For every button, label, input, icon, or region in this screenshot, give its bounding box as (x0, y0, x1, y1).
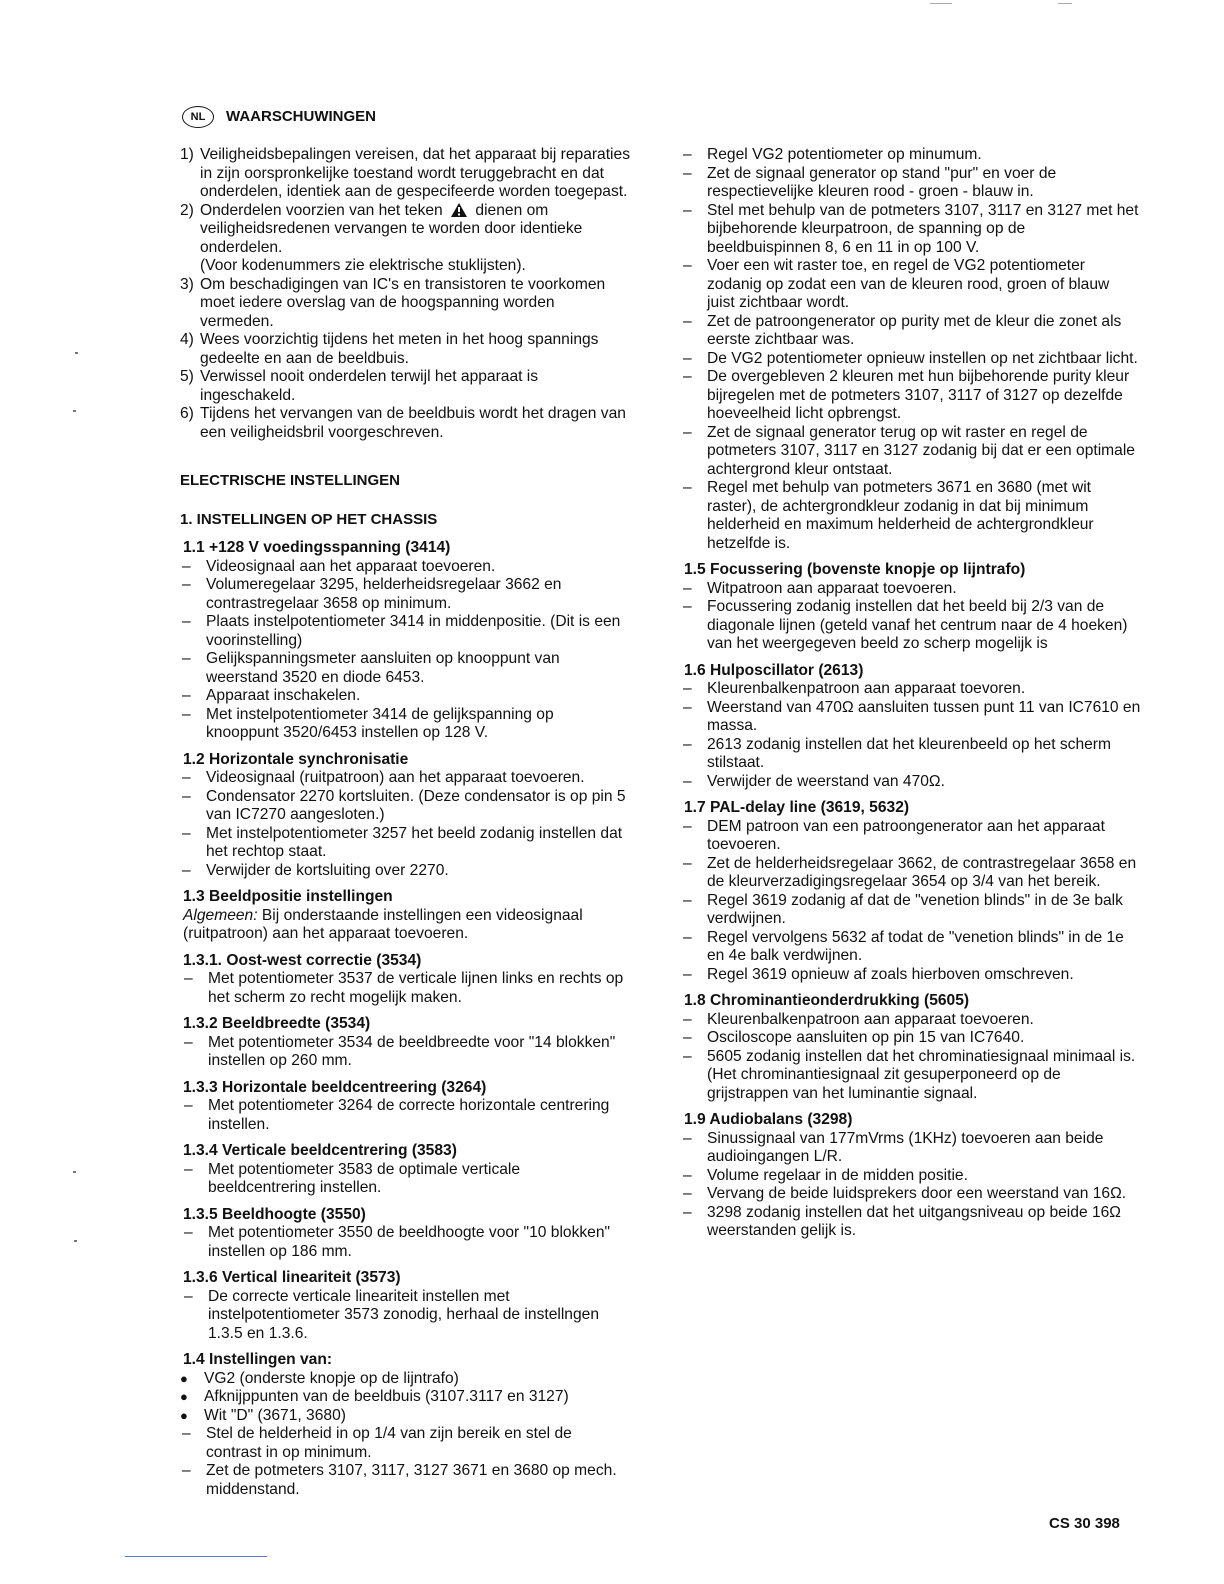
bullet-icon: ● (180, 1389, 188, 1404)
section-1-3-6 (180, 1269, 630, 1343)
list-item: – Regel 3619 zodanig af dat de "venetion blinds" in de 3e balk verdwijnen. (683, 891, 1123, 927)
list-item: – 5605 zodanig instellen dat het chrominatiesignaal minimaal is. (Het chrominantiesignaal zit gesuperponeerd op de grijstrappen van het luminantie signaal. (683, 1047, 1136, 1102)
bullet-item: ● Wit "D" (3671, 3680) (180, 1406, 346, 1424)
scan-mark (75, 352, 78, 354)
list-item: – Apparaat inschakelen. (182, 687, 361, 704)
list-item: – Condensator 2270 kortsluiten. (Deze condensator is op pin 5 van IC7270 aangesloten.) (182, 787, 626, 823)
list-item: – DEM patroon van een patroongenerator aan het apparaat toevoeren. (683, 817, 1105, 853)
list-item: – Met instelpotentiometer 3257 het beeld zodanig instellen dat het rechtop staat. (182, 824, 623, 860)
list-item: – Regel VG2 potentiometer op minumum. (683, 146, 982, 163)
general-note: Algemeen: Bij onderstaande instellingen een videosignaal (ruitpatroon) aan het apparaat toevoeren. (183, 906, 583, 942)
list-item: – Stel met behulp van de potmeters 3107, 3117 en 3127 met het bijbehorende kleurpatroon, de spanning op de beeldbuispinnen 8, 6 en 11 in op 100 V. (683, 201, 1139, 256)
scan-mark (73, 410, 76, 412)
list-item: – Voer een wit raster toe, en regel de VG2 potentiometer zodanig op zodat een van de kleuren rood, groen of blauw juist zichtbaar wordt. (683, 257, 1110, 311)
list-item: – Regel 3619 opnieuw af zoals hierboven omschreven. (683, 965, 1074, 983)
section-1-3-2 (180, 1015, 630, 1071)
section-1-2 (180, 751, 630, 881)
section-1-6 (681, 662, 1141, 792)
electric-settings-heading: ELECTRISCHE INSTELLINGEN (180, 472, 401, 489)
list-item: – Met potentiometer 3550 de beeldhoogte voor "10 blokken" instellen op 186 mm. (184, 1224, 611, 1260)
list-item: – Regel met behulp van potmeters 3671 en 3680 (met wit raster), de achtergrondkleur zodanig in dat bij minimum helderheid en maximum helderheid de achtergrondkleur hetzelfde is. (683, 479, 1094, 552)
section-1-3 (180, 888, 630, 944)
list-item: – Videosignaal (ruitpatroon) aan het apparaat toevoeren. (182, 769, 585, 786)
warning-item: 4) Wees voorzichtig tijdens het meten in het hoog spannings gedeelte en aan de beeldbuis. (180, 331, 599, 367)
list-item: – Osciloscope aansluiten op pin 15 van IC7640. (683, 1029, 1025, 1046)
chassis-settings-heading: 1. INSTELLINGEN OP HET CHASSIS (180, 510, 438, 528)
document-code: CS 30 398 (1049, 1515, 1120, 1532)
list-item: – Verwijder de weerstand van 470Ω. (683, 772, 945, 790)
list-item: – Kleurenbalkenpatroon aan apparaat toevoren. (683, 680, 1026, 697)
list-item: – Stel de helderheid in op 1/4 van zijn bereik en stel de contrast in op minimum. (182, 1425, 572, 1461)
section-title: 1.9 Audiobalans (3298) (684, 1111, 853, 1128)
warning-item: 5) Verwissel nooit onderdelen terwijl het apparaat is ingeschakeld. (180, 368, 539, 404)
bullet-icon: ● (180, 1370, 188, 1386)
scan-mark (74, 1240, 77, 1242)
section-title: 1.3.1. Oost-west correctie (3534) (183, 951, 422, 969)
section-1-9 (681, 1111, 1141, 1241)
list-item: – Met potentiometer 3264 de correcte horizontale centrering instellen. (184, 1097, 610, 1133)
section-title: 1.4 Instellingen van: (183, 1351, 333, 1368)
list-item: – Met potentiometer 3583 de optimale verticale beeldcentrering instellen. (184, 1160, 521, 1196)
warnings-list (180, 146, 630, 442)
list-item: – Vervang de beide luidsprekers door een weerstand van 16Ω. (683, 1185, 1127, 1202)
list-item: – Verwijder de kortsluiting over 2270. (182, 861, 449, 879)
list-item: – Gelijkspanningsmeter aansluiten op knooppunt van weerstand 3520 en diode 6453. (182, 650, 560, 686)
warning-triangle-icon (451, 203, 467, 217)
section-title: 1.2 Horizontale synchronisatie (183, 750, 409, 768)
bottom-rule (125, 1556, 267, 1557)
list-item: – Videosignaal aan het apparaat toevoeren. (182, 557, 496, 575)
list-item: – De VG2 potentiometer opnieuw instellen op net zichtbaar licht. (683, 349, 1138, 367)
bullet-icon: ● (180, 1407, 188, 1423)
list-item: – Volumeregelaar 3295, helderheidsregelaar 3662 en contrastregelaar 3658 op minimum. (182, 576, 562, 612)
section-title: 1.3.5 Beeldhoogte (3550) (183, 1205, 366, 1223)
section-1-3-3 (180, 1079, 630, 1135)
section-title: 1.7 PAL-delay line (3619, 5632) (684, 799, 910, 816)
list-item: – Zet de patroongenerator op purity met de kleur die zonet als eerste zichtbaar was. (683, 312, 1122, 348)
warning-item: 2) Onderdelen voorzien van het teken dienen om veiligheidsredenen vervangen te worden door identieke onderdelen. (Voor kodenummers zie elektrische stuklijsten). (180, 201, 583, 274)
section-1-7 (681, 799, 1141, 984)
list-item: – Met potentiometer 3534 de beeldbreedte voor "14 blokken" instellen op 260 mm. (184, 1033, 616, 1069)
list-item: – Plaats instelpotentiometer 3414 in middenpositie. (Dit is een voorinstelling) (182, 613, 621, 649)
scan-mark (73, 1171, 76, 1173)
list-item: – Zet de helderheidsregelaar 3662, de contrastregelaar 3658 en de kleurverzadigingsregelaar 3654 op 3/4 van het bereik. (683, 854, 1137, 890)
section-title: 1.3.4 Verticale beeldcentrering (3583) (183, 1142, 457, 1159)
list-item: – Zet de signaal generator terug op wit raster en regel de potmeters 3107, 3117 en 3127 zodanig bij dat er een optimale achtergrond kleur ontstaat. (683, 423, 1135, 478)
section-title: 1.3.2 Beeldbreedte (3534) (183, 1015, 371, 1032)
list-item: – Volume regelaar in de midden positie. (683, 1166, 968, 1184)
section-title: 1.8 Chrominantieonderdrukking (5605) (684, 992, 970, 1009)
left-column (180, 106, 630, 1499)
right-column (681, 146, 1141, 1241)
list-item: – 2613 zodanig instellen dat het kleurenbeeld op het scherm stilstaat. (683, 735, 1111, 771)
warnings-heading (180, 106, 630, 128)
warning-item: 6) Tijdens het vervangen van de beeldbuis wordt het dragen van een veiligheidsbril voorgeschreven. (180, 405, 626, 441)
section-1-1 (180, 539, 630, 743)
list-item: – Zet de potmeters 3107, 3117, 3127 3671 en 3680 op mech. middenstand. (182, 1462, 617, 1498)
section-1-3-5 (180, 1206, 630, 1262)
list-item: – 3298 zodanig instellen dat het uitgangsniveau op beide 16Ω weerstanden gelijk is. (683, 1203, 1121, 1239)
section-title: 1.3 Beeldpositie instellingen (183, 888, 393, 905)
bullet-item: ● Afknijppunten van de beeldbuis (3107.3117 en 3127) (180, 1388, 569, 1405)
list-item: – Sinussignaal van 177mVrms (1KHz) toevoeren aan beide audioingangen L/R. (683, 1129, 1104, 1165)
bullet-item: ● VG2 (onderste knopje op de lijntrafo) (180, 1369, 459, 1387)
language-badge: NL (182, 106, 214, 128)
list-item: – Witpatroon aan apparaat toevoeren. (683, 579, 957, 597)
section-title: 1.6 Hulposcillator (2613) (684, 661, 864, 679)
list-item: – De overgebleven 2 kleuren met hun bijbehorende purity kleur bijregelen met de potmeters 3107, 3117 of 3127 op dezelfde hoeveelheid licht opbrengst. (683, 368, 1130, 422)
list-item: – Zet de signaal generator op stand "pur" en voer de respectievelijke kleuren rood - groen - blauw in. (683, 164, 1057, 200)
warnings-title: WAARSCHUWINGEN (226, 107, 376, 125)
list-item: – De correcte verticale lineariteit instellen met instelpotentiometer 3573 zonodig, herhaal de instellngen 1.3.5 en 1.3.6. (184, 1287, 599, 1342)
section-1-4-continued (681, 146, 1141, 553)
scan-marks (930, 3, 1080, 7)
section-title: 1.1 +128 V voedingsspanning (3414) (183, 539, 451, 556)
list-item: – Met instelpotentiometer 3414 de gelijkspanning op knooppunt 3520/6453 instellen op 128 V. (182, 705, 554, 741)
list-item: – Focussering zodanig instellen dat het beeld bij 2/3 van de diagonale lijnen (geteld vanaf het centrum naar de 4 hoeken) van het weergegeven beeld zo scherp mogelijk is (683, 598, 1128, 652)
section-1-5 (681, 561, 1141, 654)
section-title: 1.3.6 Vertical lineariteit (3573) (183, 1269, 401, 1286)
list-item: – Weerstand van 470Ω aansluiten tussen punt 11 van IC7610 en massa. (683, 698, 1141, 734)
section-1-3-4 (180, 1142, 630, 1198)
list-item: – Regel vervolgens 5632 af todat de "venetion blinds" in de 1e en 4e balk verdwijnen. (683, 928, 1124, 964)
warning-item: 3) Om beschadigingen van IC's en transistoren te voorkomen moet iedere overslag van de hoogspanning worden vermeden. (180, 275, 606, 330)
section-title: 1.3.3 Horizontale beeldcentreering (3264) (183, 1078, 487, 1096)
list-item: – Kleurenbalkenpatroon aan apparaat toevoeren. (683, 1010, 1034, 1028)
section-1-3-1 (180, 952, 630, 1008)
section-1-4 (180, 1351, 630, 1499)
section-title: 1.5 Focussering (bovenste knopje op lijntrafo) (684, 561, 1026, 578)
warning-item: 1) Veiligheidsbepalingen vereisen, dat het apparaat bij reparaties in zijn oorspronkelijke toestand wordt teruggebracht en dat onderdelen, identiek aan de gespecifeerde worden toegepast. (180, 146, 630, 200)
list-item: – Met potentiometer 3537 de verticale lijnen links en rechts op het scherm zo recht mogelijk maken. (184, 970, 624, 1006)
section-1-8 (681, 992, 1141, 1103)
